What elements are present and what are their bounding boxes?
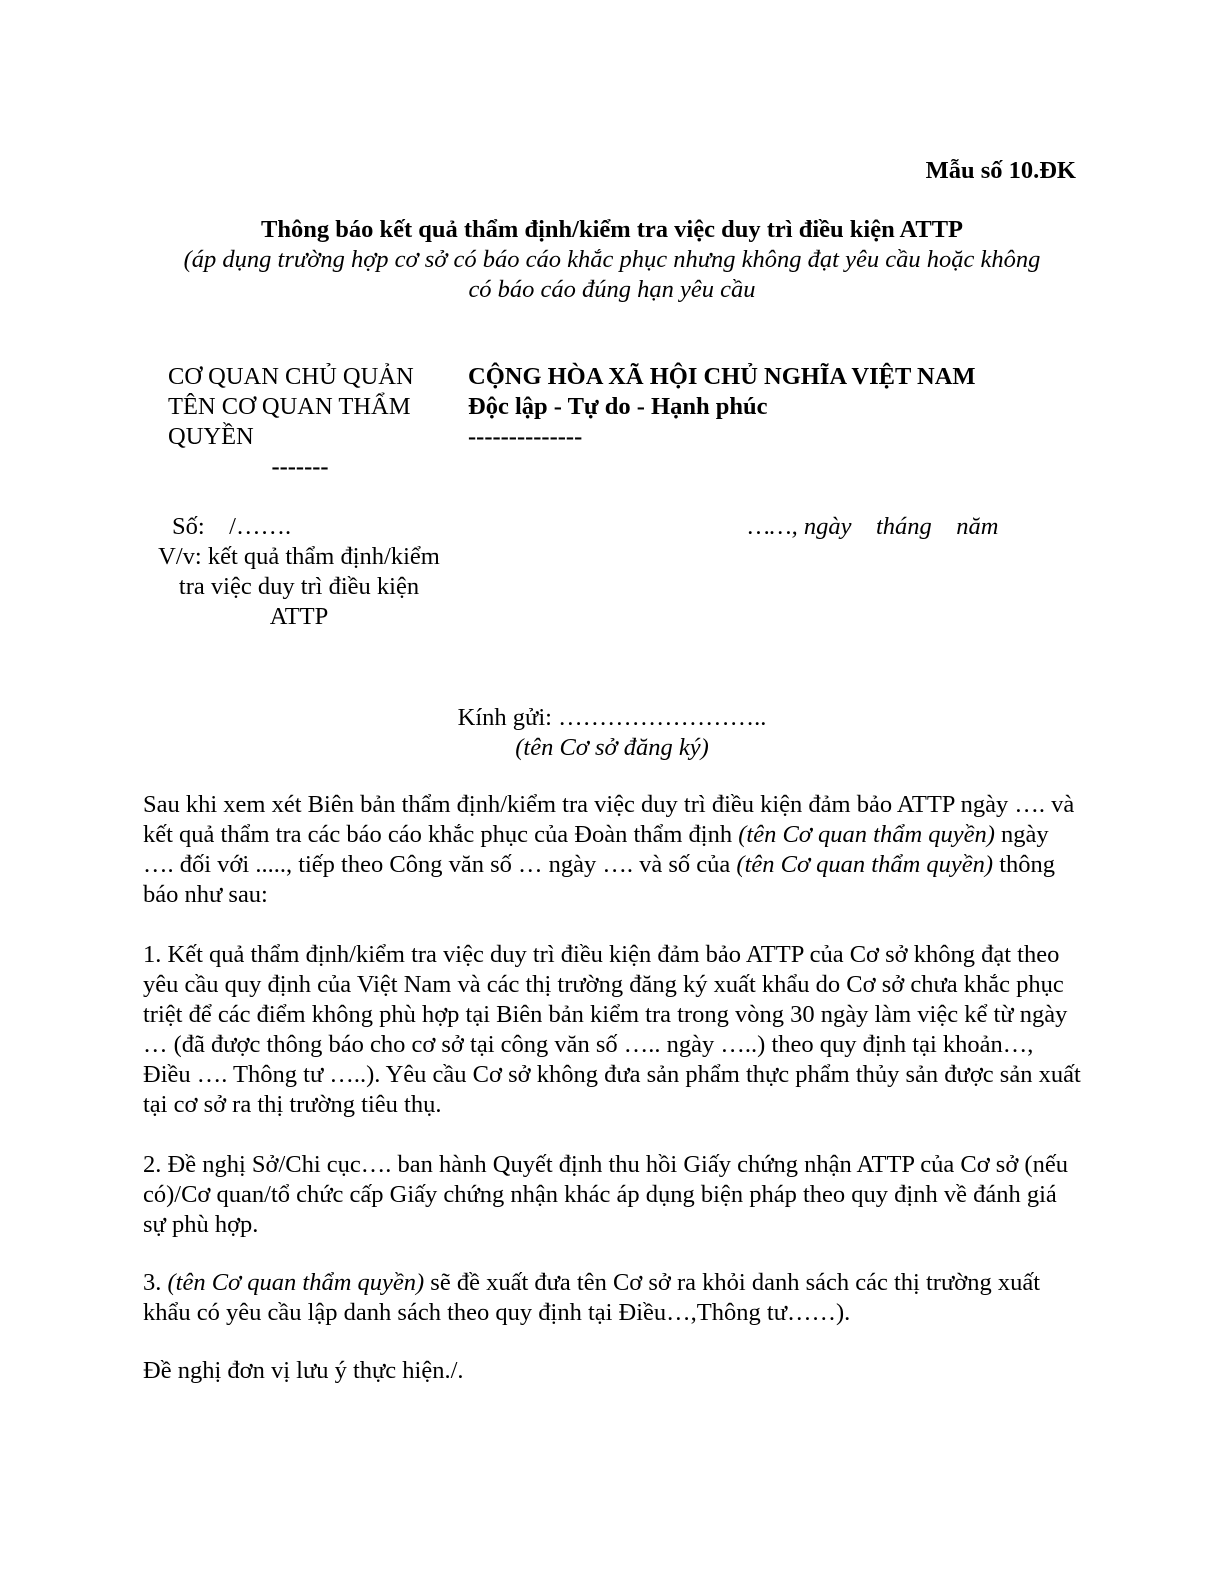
intro-text-c: ngày …. đối với ....., tiếp theo Công văn số … ngày …. và số của (143, 821, 1049, 878)
intro-text-e: thông báo như sau: (143, 851, 1056, 908)
agency-line-3: QUYỀN (168, 423, 254, 450)
recipient-note: (tên Cơ sở đăng ký) (515, 734, 709, 761)
document-title: Thông báo kết quả thẩm định/kiểm tra việc duy trì điều kiện ATTP (261, 216, 963, 243)
subtitle-line-2: có báo cáo đúng hạn yêu cầu (468, 276, 756, 303)
document-subtitle (140, 245, 1084, 305)
intro-text-d: (tên Cơ quan thẩm quyền) (736, 851, 994, 878)
republic-divider: -------------- (468, 423, 583, 450)
item-3-text-c: sẽ đề xuất đưa tên Cơ sở ra khỏi danh sách các thị trường xuất khẩu có yêu cầu lập danh sách theo quy định tại Điều…,Thông tư……). (143, 1269, 1040, 1326)
subject-line-1: V/v: kết quả thẩm định/kiểm (158, 543, 440, 570)
item-3-paragraph (143, 1268, 1083, 1328)
agency-line-2: TÊN CƠ QUAN THẨM (168, 393, 411, 420)
item-3-text-b: (tên Cơ quan thẩm quyền) (167, 1269, 425, 1296)
date-line: ……, ngày tháng năm (748, 513, 999, 540)
item-1-paragraph: 1. Kết quả thẩm định/kiểm tra việc duy trì điều kiện đảm bảo ATTP của Cơ sở không đạt theo yêu cầu quy định của Việt Nam và các thị trường đăng ký xuất khẩu do Cơ sở chưa khắc phục triệt để các điểm không phù hợp tại Biên bản kiểm tra trong vòng 30 ngày làm việc kể từ ngày … (đã được thông báo cho cơ sở tại công văn số ….. ngày …..) theo quy định tại khoản…, Điều …. Thông tư …..). Yêu cầu Cơ sở không đưa sản phẩm thực phẩm thủy sản được sản xuất tại cơ sở ra thị trường tiêu thụ. (143, 941, 1081, 1118)
republic-motto: Độc lập - Tự do - Hạnh phúc (468, 393, 768, 420)
reference-block (140, 512, 458, 632)
subject-line-2: tra việc duy trì điều kiện (178, 573, 420, 600)
agency-divider: ------- (271, 453, 329, 480)
intro-text-a: Sau khi xem xét Biên bản thẩm định/kiểm tra việc duy trì điều kiện đảm bảo ATTP ngày …. và kết quả thẩm tra các báo cáo khắc phục của Đoàn thẩm định (143, 791, 1075, 848)
form-number: Mẫu số 10.ĐK (925, 157, 1076, 184)
subject-line-3: ATTP (269, 603, 329, 630)
closing-paragraph: Đề nghị đơn vị lưu ý thực hiện./. (143, 1357, 464, 1384)
item-3-text-a: 3. (143, 1269, 168, 1296)
republic-name: CỘNG HÒA XÃ HỘI CHỦ NGHĨA VIỆT NAM (468, 363, 976, 390)
intro-text-b: (tên Cơ quan thẩm quyền) (738, 821, 995, 848)
recipient-line: Kính gửi: …………………….. (457, 704, 767, 731)
national-heading (468, 362, 976, 452)
intro-paragraph (143, 790, 1083, 910)
agency-line-1: CƠ QUAN CHỦ QUẢN (168, 363, 414, 390)
subtitle-line-1: (áp dụng trường hợp cơ sở có báo cáo khắc phục nhưng không đạt yêu cầu hoặc không (183, 246, 1041, 273)
recipient-block (0, 703, 1224, 763)
document-number: Số: /……. (172, 513, 292, 540)
item-2-paragraph: 2. Đề nghị Sở/Chi cục…. ban hành Quyết định thu hồi Giấy chứng nhận ATTP của Cơ sở (nếu có)/Cơ quan/tổ chức cấp Giấy chứng nhận khác áp dụng biện pháp theo quy định về đánh giá sự phù hợp. (143, 1151, 1068, 1238)
agency-block (150, 362, 450, 482)
